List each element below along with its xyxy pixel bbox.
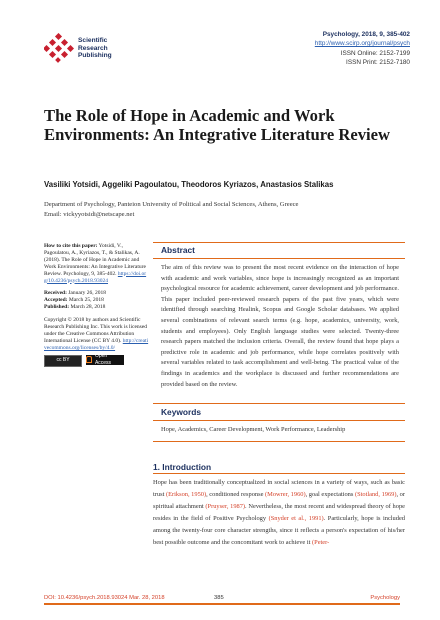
license-badges bbox=[44, 352, 149, 367]
section-divider bbox=[153, 420, 405, 421]
open-access-label: Open Access bbox=[94, 352, 112, 366]
copyright-text: Copyright © 2018 by authors and Scientific Research Publishing Inc. This work is licensed under the Creative Commons Attribution International License (CC BY 4.0). bbox=[44, 317, 148, 344]
intro-text: , goal expectations bbox=[305, 491, 355, 499]
abstract-text: The aim of this review was to present the most recent evidence on the interaction of hope with academic and work variables, since hope is increasingly recognized as an important psychological resource for academic achievement, career development and job performance. This paper included peer-reviewed research papers of the past five years, which were identified through searching Healink, Scopus and Google Scholar databases. We applied several combinations of relevant search terms (e.g. hope, academics, university, work, students and employees). Only English language studies were selected. Twenty-three research papers matched the inclusion criteria. Overall, the review found that hope plays a predictive role in academic and job performance, while hope correlates positively with several variables related to task accomplishment and well-being. The practical value of the findings in academics and the workplace is discussed and further recommendations are provided based on the review. bbox=[161, 264, 399, 388]
authors: Vasiliki Yotsidi, Aggeliki Pagoulatou, Theodoros Kyriazos, Anastasios Stalikas bbox=[44, 180, 334, 189]
footer-divider bbox=[44, 603, 400, 605]
intro-text: , or spiritual attachment bbox=[153, 491, 406, 511]
journal-url-link[interactable]: http://www.scirp.org/journal/psych bbox=[314, 40, 410, 48]
accepted-date: March 25, 2018 bbox=[68, 297, 104, 304]
introduction-text bbox=[153, 477, 405, 550]
introduction-heading: 1. Introduction bbox=[153, 462, 212, 472]
cite-label: How to cite this paper: bbox=[44, 243, 98, 249]
received-date: January 26, 2018 bbox=[68, 290, 107, 297]
keywords-text: Hope, Academics, Career Development, Work Performance, Leadership bbox=[161, 426, 346, 433]
copyright bbox=[44, 317, 149, 352]
citation-link[interactable]: (Mowrer, 1960) bbox=[265, 491, 306, 499]
issn-print: ISSN Print: 2152-7180 bbox=[346, 59, 410, 67]
section-divider bbox=[153, 242, 405, 243]
issn-online: ISSN Online: 2152-7199 bbox=[340, 49, 410, 57]
paper-title: The Role of Hope in Academic and Work Environments: An Integrative Literature Review bbox=[44, 106, 390, 144]
citation-link[interactable]: (Peter- bbox=[312, 539, 330, 547]
cc-by-badge[interactable] bbox=[44, 355, 82, 367]
keywords-heading: Keywords bbox=[161, 407, 202, 417]
publisher-name bbox=[78, 37, 112, 60]
dates bbox=[44, 290, 149, 311]
journal-citation: Psychology, 2018, 9, 385-402 bbox=[322, 31, 410, 38]
footer-date: Mar. 28, 2018 bbox=[129, 595, 165, 601]
publisher-line: Research bbox=[78, 44, 108, 52]
footer-journal: Psychology bbox=[370, 595, 400, 601]
citation-link[interactable]: (Pruyser, 1987) bbox=[205, 503, 246, 511]
received-label: Received: bbox=[44, 290, 67, 297]
section-divider bbox=[153, 441, 405, 442]
intro-text: . Nevertheless, the most recent and widespread theory of hope resides in the field of Positive Psychology bbox=[153, 503, 405, 523]
published-label: Published: bbox=[44, 304, 70, 311]
footer-doi[interactable]: DOI: 10.4236/psych.2018.93024 bbox=[44, 595, 128, 601]
publisher-logo bbox=[44, 33, 74, 63]
license-link[interactable]: http://creativecommons.org/licenses/by/4.0/ bbox=[44, 337, 149, 351]
intro-text: , conditioned response bbox=[206, 491, 266, 499]
journal-info bbox=[315, 30, 410, 68]
section-divider bbox=[153, 403, 405, 404]
email: Email: vickyyotsidi@netscape.net bbox=[44, 211, 135, 218]
intro-text: . Particularly, hope is included among the twenty-four core character strengths, since it reflects a person's expectation of his/her best possible outcome and the concomitant work to achieve it bbox=[153, 515, 405, 547]
open-lock-icon bbox=[86, 356, 92, 363]
section-divider bbox=[153, 473, 405, 474]
abstract-heading: Abstract bbox=[161, 245, 195, 255]
article-info-sidebar bbox=[44, 243, 149, 367]
citation-link[interactable]: (Erikson, 1950) bbox=[165, 491, 207, 499]
citation-link[interactable]: (Stotland, 1969) bbox=[354, 491, 397, 499]
citation-link[interactable]: (Snyder et al., 1991) bbox=[268, 515, 324, 523]
publisher-line: Publishing bbox=[78, 52, 112, 60]
publisher-line: Scientific bbox=[78, 37, 108, 44]
page-footer bbox=[44, 595, 400, 601]
cite-text: Yotsidi, V., Pagoulatou, A., Kyriazos, T., & Stalikas, A. (2018). The Role of Hope in Academic and Work Environments: An Integrative Literature Review. Psychology, 9, 385-402. bbox=[44, 243, 146, 277]
section-divider bbox=[153, 258, 405, 259]
affiliation: Department of Psychology, Panteion University of Political and Social Sciences, Athens, Greece bbox=[44, 201, 299, 208]
intro-text: Hope has been traditionally conceptualized in social sciences in a variety of ways, such as basic trust bbox=[153, 479, 405, 499]
cc-label: cc BY bbox=[56, 357, 70, 364]
page-number: 385 bbox=[214, 595, 224, 601]
published-date: March 28, 2018 bbox=[70, 304, 106, 311]
how-to-cite bbox=[44, 243, 149, 284]
open-access-badge[interactable] bbox=[86, 352, 124, 366]
cite-doi-link[interactable]: https://doi.org/10.4236/psych.2018.93024 bbox=[44, 270, 147, 284]
accepted-label: Accepted: bbox=[44, 297, 68, 304]
